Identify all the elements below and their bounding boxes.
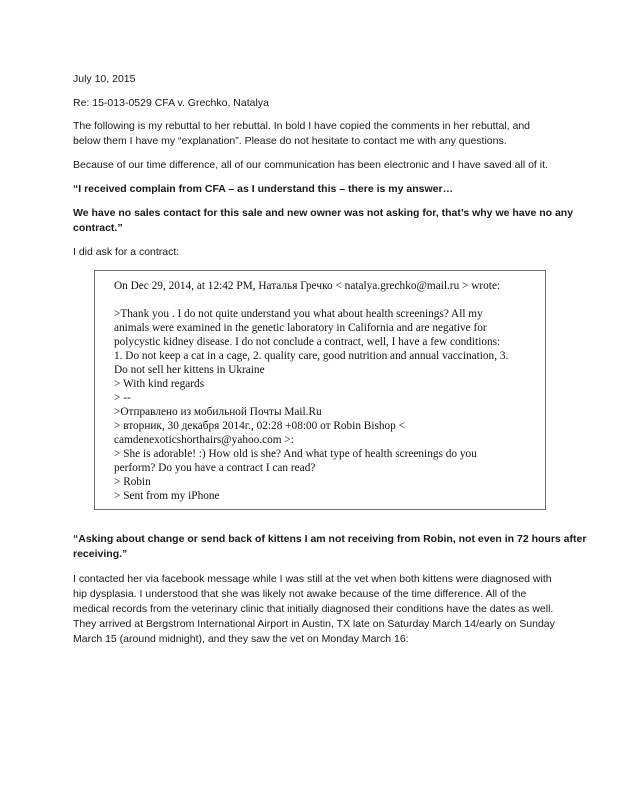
- email-body-line: >Отправлено из мобильной Почты Mail.Ru: [114, 406, 322, 418]
- email-body-line: > вторник, 30 декабря 2014г., 02:28 +08:00 от Robin Bishop <: [114, 420, 406, 432]
- email-body-line: > --: [114, 392, 131, 404]
- email-body-line: 1. Do not keep a cat in a cage, 2. quality care, good nutrition and annual vaccination, 3.: [114, 350, 509, 362]
- quote-3-line-1: “Asking about change or send back of kittens I am not receiving from Robin, not even in 72 hours after: [73, 533, 587, 545]
- email-body-line: >Thank you . I do not quite understand you what about health screenings? All my: [114, 308, 483, 320]
- closing-line: I contacted her via facebook message while I was still at the vet when both kittens were diagnosed with: [73, 573, 552, 585]
- email-header: On Dec 29, 2014, at 12:42 PM, Наталья Гречко < natalya.grechko@mail.ru > wrote:: [114, 280, 501, 292]
- email-body-line: > Sent from my iPhone: [114, 490, 220, 502]
- intro-line-1: The following is my rebuttal to her rebuttal. In bold I have copied the comments in her rebuttal, and: [73, 120, 531, 132]
- contract-note: I did ask for a contract:: [73, 246, 180, 258]
- letter-date: July 10, 2015: [73, 73, 136, 85]
- time-difference-note: Because of our time difference, all of our communication has been electronic and I have saved all of it.: [73, 159, 548, 171]
- email-body-line: > Robin: [114, 476, 151, 488]
- email-body-line: polycystic kidney disease. I do not conclude a contract, well, I have a few conditions:: [114, 336, 501, 348]
- closing-line: hip dysplasia. I understood that she was likely not awake because of the time difference. All of the: [73, 588, 527, 600]
- quote-2-line-1: We have no sales contact for this sale and new owner was not asking for, that’s why we have no any: [73, 207, 574, 219]
- quote-3-line-2: receiving.”: [73, 548, 128, 560]
- closing-line: March 15 (around midnight), and they saw the vet on Monday March 16:: [73, 633, 409, 645]
- quote-2-line-2: contract.”: [73, 222, 123, 234]
- closing-line: They arrived at Bergstrom International Airport in Austin, TX late on Saturday March 14/early on Sunday: [73, 618, 555, 630]
- closing-line: medical records from the veterinary clinic that initially diagnosed their conditions have the dates as well.: [73, 603, 554, 615]
- intro-line-2: below them I have my “explanation”. Please do not hesitate to contact me with any questions.: [73, 135, 507, 147]
- re-line: Re: 15-013-0529 CFA v. Grechko, Natalya: [73, 97, 269, 109]
- quote-1: “I received complain from CFA – as I understand this – there is my answer…: [73, 183, 454, 195]
- email-body-line: camdenexoticshorthairs@yahoo.com >:: [114, 434, 294, 446]
- email-body-line: animals were examined in the genetic laboratory in California and are negative for: [114, 322, 487, 334]
- email-body-line: perform? Do you have a contract I can read?: [114, 462, 316, 474]
- email-body-line: > With kind regards: [114, 378, 205, 390]
- email-body-line: > She is adorable! :) How old is she? And what type of health screenings do you: [114, 448, 477, 460]
- email-body-line: Do not sell her kittens in Ukraine: [114, 364, 265, 376]
